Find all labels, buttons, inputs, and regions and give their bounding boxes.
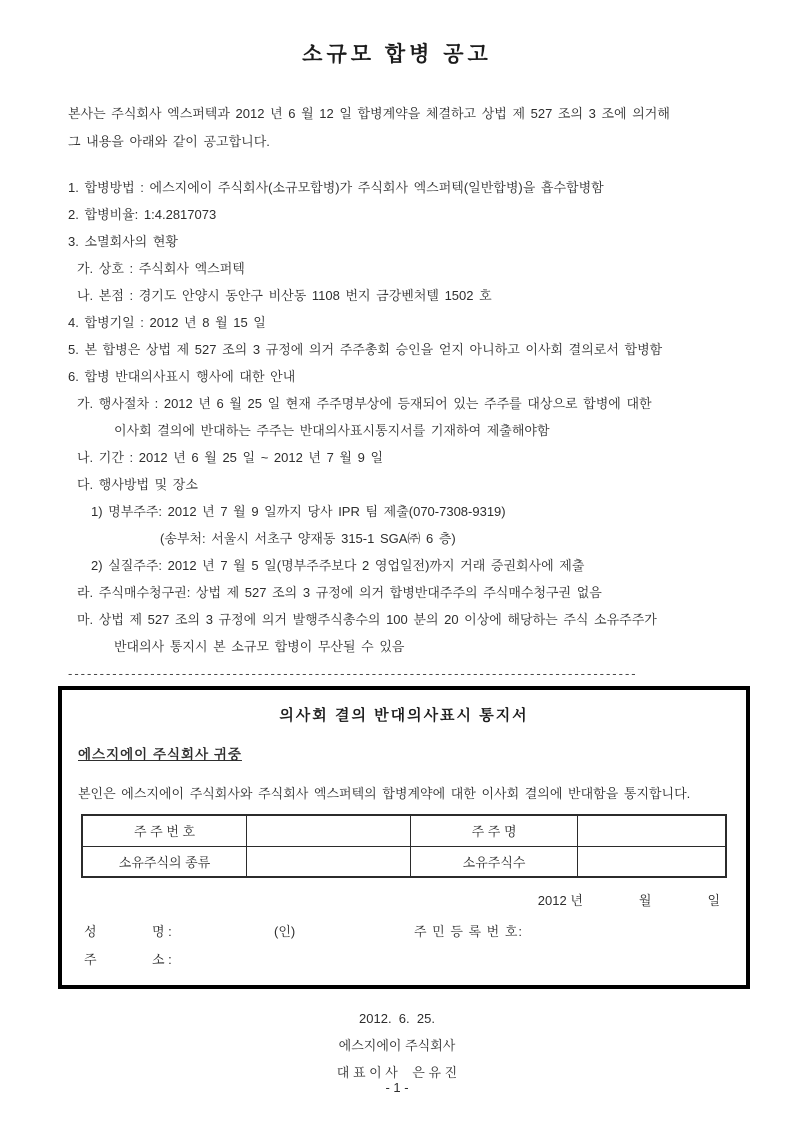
date-year: 2012 년 <box>537 893 583 908</box>
merger-terms-list <box>68 174 726 660</box>
signature-line <box>78 921 730 941</box>
seal-label: (인) <box>274 924 296 939</box>
list-line-head-office: 나. 본점 : 경기도 안양시 동안구 비산동 1108 번지 금강벤처텔 1502 호 <box>77 288 492 303</box>
footer-company: 에스지에이 주식회사 <box>338 1038 456 1053</box>
list-line-dissolving-company: 3. 소멸회사의 현황 <box>68 234 178 249</box>
document-footer <box>68 1005 726 1086</box>
list-line-objection-guide: 6. 합병 반대의사표시 행사에 대한 안내 <box>68 369 296 384</box>
list-line-company-name: 가. 상호 : 주식회사 엑스퍼텍 <box>77 261 245 276</box>
list-line-merger-method: 1. 합병방법 : 에스지에이 주식회사(소규모합병)가 주식회사 엑스퍼텍(일반합병)을 흡수합병함 <box>68 180 604 195</box>
shareholder-table <box>81 814 726 878</box>
date-month: 월 <box>638 893 652 908</box>
cell-shareholder-number-label: 주 주 번 호 <box>82 815 246 846</box>
cell-shareholder-name-value <box>578 815 726 846</box>
dashed-separator: ------------------------------------------------------------------------------------------ <box>68 666 638 681</box>
cell-share-count-value <box>578 846 726 877</box>
cell-share-count-label: 소유주식수 <box>410 846 577 877</box>
name-label: 성 <box>84 924 97 939</box>
list-line-board-resolution: 5. 본 합병은 상법 제 527 조의 3 규정에 의거 주주총회 승인을 얻지 아니하고 이사회 결의로서 합병함 <box>68 342 663 357</box>
list-line-mailing-address: (송부처: 서울시 서초구 양재동 315-1 SGA㈜ 6 층) <box>160 531 456 546</box>
resident-id-label: 주 민 등 록 번 호: <box>414 924 524 939</box>
list-line-merger-ratio: 2. 합병비율: 1:4.2817073 <box>68 207 217 222</box>
intro-line: 그 내용을 아래와 같이 공고합니다. <box>68 134 270 149</box>
list-line-beneficial-holders: 2) 실질주주: 2012 년 7 월 5 일(명부주주보다 2 영업일전)까지 거래 증권회사에 제출 <box>91 558 585 573</box>
address-label: 주 <box>84 952 97 967</box>
list-line-cancellation-cont: 반대의사 통지시 본 소규모 합병이 무산될 수 있음 <box>114 639 405 654</box>
list-line-procedure-cont: 이사회 결의에 반대하는 주주는 반대의사표시통지서를 기재하여 제출해야함 <box>114 423 550 438</box>
cell-share-type-label: 소유주식의 종류 <box>82 846 246 877</box>
date-day: 일 <box>707 893 720 908</box>
page-number: - 1 - <box>385 1080 409 1095</box>
page-title: 소규모 합병 공고 <box>302 43 492 66</box>
intro-line: 본사는 주식회사 엑스퍼텍과 2012 년 6 월 12 일 합병계약을 체결하고 상법 제 527 조의 3 조에 의거해 <box>68 106 670 121</box>
objection-notice-box <box>58 686 750 989</box>
name-label-rest: 명 : <box>152 924 172 939</box>
intro-paragraph <box>68 100 726 156</box>
objection-statement: 본인은 에스지에이 주식회사와 주식회사 엑스퍼텍의 합병계약에 대한 이사회 결의에 반대함을 통지합니다. <box>78 786 691 801</box>
list-line-method-place: 다. 행사방법 및 장소 <box>77 477 198 492</box>
notice-date-line <box>78 890 730 909</box>
footer-ceo-signature: 대 표 이 사 은 유 진 <box>336 1065 458 1080</box>
list-line-procedure: 가. 행사절차 : 2012 년 6 월 25 일 현재 주주명부상에 등재되어 있는 주주를 대상으로 합병에 대한 <box>77 396 652 411</box>
cell-shareholder-number-value <box>246 815 410 846</box>
cell-share-type-value <box>246 846 410 877</box>
cell-shareholder-name-label: 주 주 명 <box>410 815 577 846</box>
list-line-registered-holders: 1) 명부주주: 2012 년 7 월 9 일까지 당사 IPR 팀 제출(070-7308-9319) <box>91 504 506 519</box>
list-line-appraisal-right: 라. 주식매수청구권: 상법 제 527 조의 3 규정에 의거 합병반대주주의 주식매수청구권 없음 <box>77 585 602 600</box>
address-label-rest: 소 : <box>152 952 172 967</box>
notice-box-title: 의사회 결의 반대의사표시 통지서 <box>279 707 529 724</box>
footer-date: 2012. 6. 25. <box>359 1011 435 1026</box>
table-row <box>82 846 725 877</box>
list-line-cancellation: 마. 상법 제 527 조의 3 규정에 의거 발행주식총수의 100 분의 20 이상에 해당하는 주식 소유주주가 <box>77 612 657 627</box>
list-line-period: 나. 기간 : 2012 년 6 월 25 일 ~ 2012 년 7 월 9 일 <box>77 450 384 465</box>
address-line <box>78 949 730 969</box>
table-row <box>82 815 725 846</box>
notice-recipient: 에스지에이 주식회사 귀중 <box>78 747 242 762</box>
list-line-merger-date: 4. 합병기일 : 2012 년 8 월 15 일 <box>68 315 266 330</box>
